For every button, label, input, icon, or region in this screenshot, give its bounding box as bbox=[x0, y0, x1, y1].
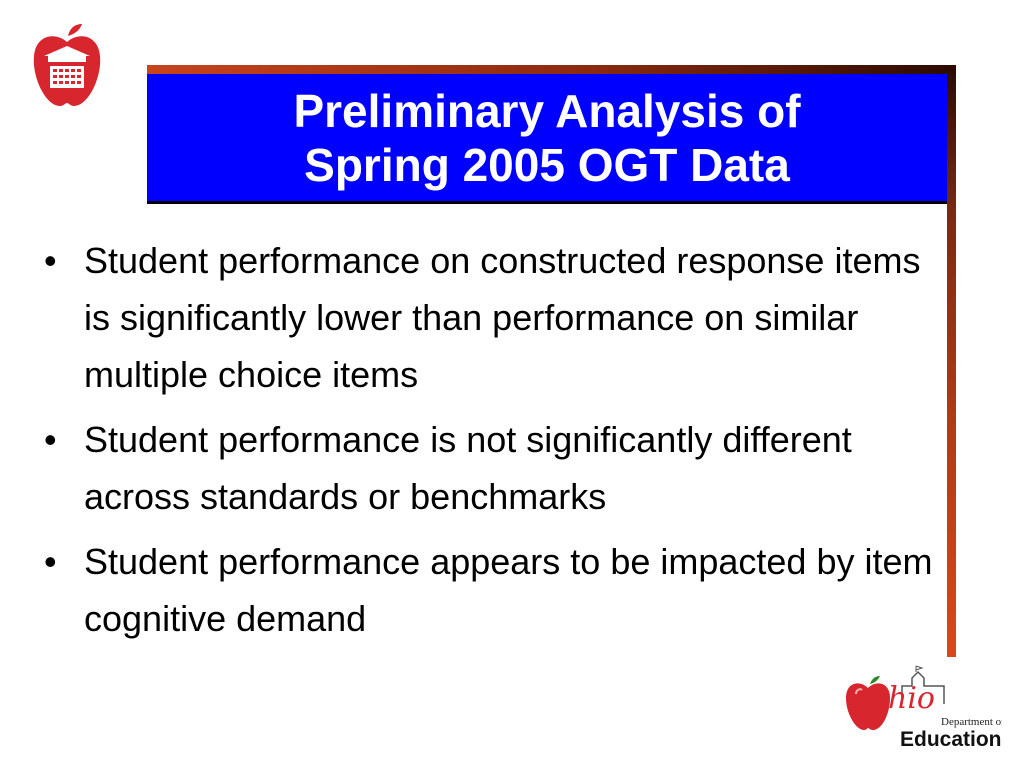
title-accent-bar-top bbox=[147, 65, 956, 74]
ohio-department-of-education-logo bbox=[842, 664, 1002, 748]
slide-title-box bbox=[147, 74, 947, 204]
slide-title-line-2: Spring 2005 OGT Data bbox=[304, 138, 790, 191]
bullet-item bbox=[44, 232, 934, 403]
ode-education-label: Education bbox=[900, 728, 1002, 748]
bullet-text: Student performance on constructed response items is significantly lower than performance on similar multiple choice items bbox=[84, 240, 921, 395]
apple-schoolhouse-icon bbox=[30, 22, 104, 108]
ohio-apple-icon bbox=[842, 664, 1002, 748]
bullet-marker: • bbox=[44, 541, 57, 582]
bullet-item bbox=[44, 533, 934, 647]
ohio-script-word: hio bbox=[888, 681, 935, 716]
bullet-list bbox=[44, 232, 934, 655]
bullet-marker: • bbox=[44, 419, 57, 460]
title-accent-bar-side bbox=[947, 65, 956, 657]
bullet-item bbox=[44, 411, 934, 525]
slide-title-line-1: Preliminary Analysis of bbox=[293, 84, 801, 137]
ode-department-label: Department of bbox=[941, 716, 1002, 728]
bullet-text: Student performance is not significantly different across standards or benchmarks bbox=[84, 419, 852, 517]
bullet-marker: • bbox=[44, 240, 57, 281]
bullet-text: Student performance appears to be impacted by item cognitive demand bbox=[84, 541, 933, 639]
